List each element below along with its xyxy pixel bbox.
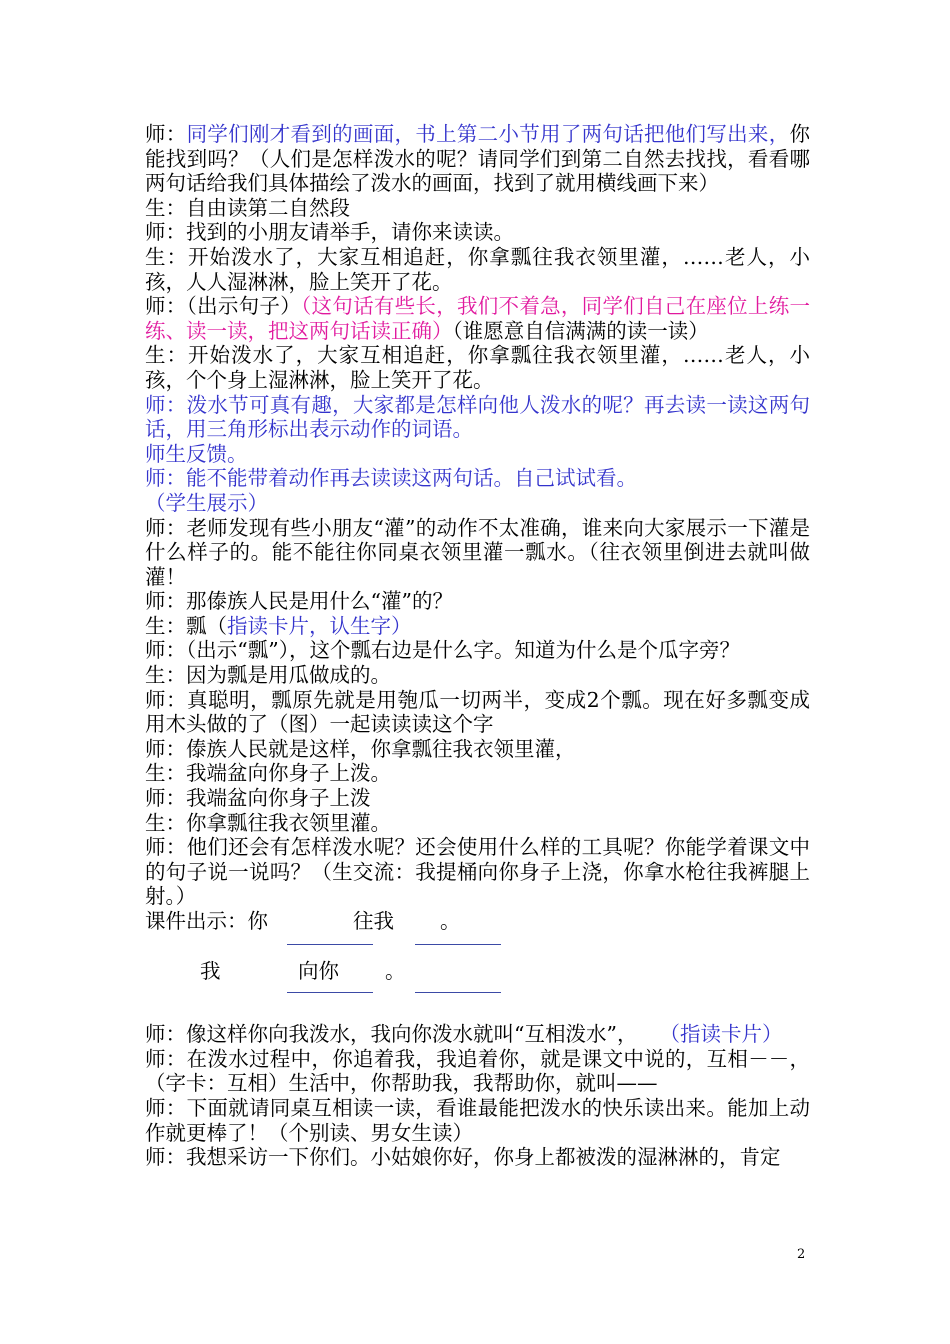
speaker-label: 师： <box>145 122 187 146</box>
paragraph-25: 师：我想采访一下你们。小姑娘你好，你身上都被泼的湿淋淋的，肯定 <box>145 1145 781 1170</box>
paragraph-5 <box>145 294 810 343</box>
paragraph-16: 师：真聪明，瓢原先就是用匏瓜一切两半，变成2个瓢。现在好多瓢变成用木头做的了（图）一起读读读这个字 <box>145 687 810 737</box>
paragraph-15: 生：因为瓢是用瓜做成的。 <box>145 663 391 688</box>
fill-label: 我 <box>200 958 221 983</box>
paragraph-14: 师：（出示“瓢”），这个瓢右边是什么字。知道为什么是个瓜字旁？ <box>145 638 740 663</box>
paragraph-19: 师：我端盆向你身子上泼 <box>145 786 371 811</box>
blank-underline <box>415 992 501 993</box>
paragraph-9: 师：能不能带着动作再去读读这两句话。自己试试看。 <box>145 466 637 491</box>
fill-in-sentence-2 <box>145 959 810 984</box>
paragraph-12: 师：那傣族人民是用什么“灌”的？ <box>145 589 453 614</box>
page-number: 2 <box>797 1247 806 1262</box>
paragraph-13 <box>145 614 810 639</box>
fill-text: 往我 <box>353 909 394 933</box>
blank-underline <box>415 944 501 945</box>
paragraph-text: 生：瓢（ <box>145 613 227 638</box>
paragraph-7: 师：泼水节可真有趣，大家都是怎样向他人泼水的呢？再去读一读这两句话，用三角形标出表示动作的词语。 <box>145 392 810 442</box>
paragraph-1 <box>145 122 810 196</box>
paragraph-text: （谁愿意自信满满的读一读） <box>452 318 709 343</box>
paragraph-21: 师：他们还会有怎样泼水呢？还会使用什么样的工具呢？你能学着课文中的句子说一说吗？（生交流：我提桶向你身子上浇，你拿水枪往我裤腿上射。） <box>145 835 810 909</box>
paragraph-18: 生：我端盆向你身子上泼。 <box>145 761 391 786</box>
highlighted-text: （指读卡片） <box>659 1022 783 1047</box>
fill-label: 课件出示：你 <box>145 909 268 933</box>
blank-lines-row <box>145 934 810 959</box>
blank-lines-row <box>145 983 810 1022</box>
paragraph-text: 师：（出示句子） <box>145 294 301 319</box>
paragraph-4: 生：开始泼水了，大家互相追赶，你拿瓢往我衣领里灌，……老人，小孩，人人湿淋淋，脸上笑开了花。 <box>145 244 810 294</box>
fill-in-sentence-1 <box>145 909 810 934</box>
paragraph-20: 生：你拿瓢往我衣领里灌。 <box>145 810 391 835</box>
pink-instruction: （这句话有些长，我们不着急，同学们自己在座位上练一练、读一读，把这两句话读正确） <box>145 294 810 343</box>
paragraph-text: 你能找到吗？（人们是怎样泼水的呢？请同学们到第二自然去找找，看看哪两句话给我们具体描绘了泼水的画面，找到了就用横线画下来） <box>145 122 811 196</box>
blank-underline <box>287 992 373 993</box>
blank-underline <box>287 944 373 945</box>
highlighted-text: 同学们刚才看到的画面，书上第二小节用了两句话把他们写出来， <box>186 122 790 146</box>
paragraph-6: 生：开始泼水了，大家互相追赶，你拿瓢往我衣领里灌，……老人，小孩，个个身上湿淋淋，脸上笑开了花。 <box>145 343 810 392</box>
paragraph-3: 师：找到的小朋友请举手，请你来读读。 <box>145 220 514 245</box>
paragraph-24: 师：下面就请同桌互相读一读，看谁最能把泼水的快乐读出来。能加上动作就更棒了！（个别读、男女生读） <box>145 1095 810 1145</box>
paragraph-22 <box>145 1022 810 1047</box>
paragraph-8: 师生反馈。 <box>145 441 248 466</box>
highlighted-text: 指读卡片，认生字） <box>227 613 412 638</box>
fill-text: 向你 <box>298 958 339 983</box>
paragraph-text: 师：像这样你向我泼水，我向你泼水就叫“互相泼水”， <box>145 1022 638 1047</box>
paragraph-10: （学生展示） <box>145 490 268 515</box>
lesson-transcript <box>145 122 810 1170</box>
fill-text: 。 <box>385 958 406 983</box>
paragraph-11: 师：老师发现有些小朋友“灌”的动作不太准确，谁来向大家展示一下灌是什么样子的。能不能往你同桌衣领里灌一瓢水。（往衣领里倒进去就叫做灌！ <box>145 515 810 589</box>
paragraph-23: 师：在泼水过程中，你追着我，我追着你，就是课文中说的，互相－－，（字卡：互相）生活中，你帮助我，我帮助你，就叫—— <box>145 1046 810 1096</box>
paragraph-2: 生：自由读第二自然段 <box>145 195 350 220</box>
paragraph-17: 师：傣族人民就是这样，你拿瓢往我衣领里灌， <box>145 736 576 761</box>
fill-text: 。 <box>440 909 461 933</box>
